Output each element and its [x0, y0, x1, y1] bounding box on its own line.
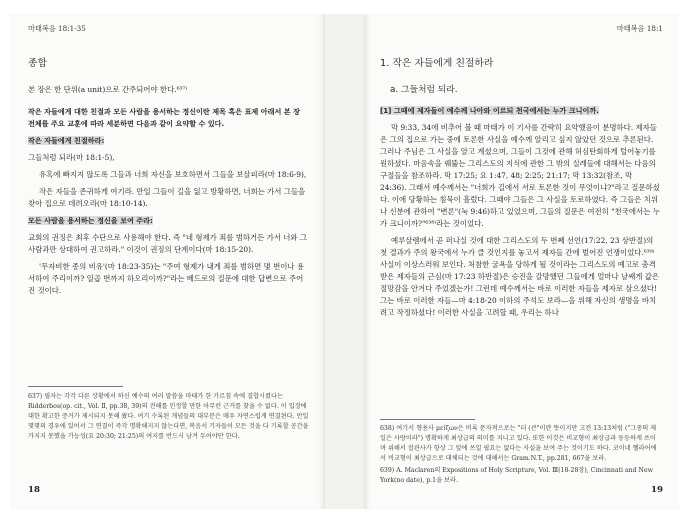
footnotes [28, 392, 309, 444]
right-page [364, 14, 679, 509]
subheading [28, 215, 309, 227]
left-body [28, 58, 309, 302]
list-item: 그들처럼 되라(마 18:1-5), [28, 153, 115, 162]
list-item: 교회의 권징은 최후 수단으로 사용해야 한다. 즉 "네 형제가 죄를 범하거든 가서 너와 그 사람과만 상대하여 권고하라." 이것이 권징의 단계이다(마 18:15-20). [28, 233, 308, 254]
book-gutter [325, 14, 364, 509]
highlight: 작은 자들에게 친절하라: [28, 136, 105, 145]
paragraph: 막 9:33, 34에 비추어 볼 때 마태가 이 기사를 간략히 요약했음이 분명하다. 제자들은 그의 집으로 가는 중에 토론한 사실을 예수께 알리고 싶지 않았던 것으로 추론된다. 그러나 주님은 그 사실을 알고 계셨으며, 그들이 그것에 관해 허심탄회하게 털어놓기를 원하셨다. 마음속을 꿰뚫는 그리스도의 지식에 관한 그 밖의 실례들에 대해서는 다음의 구절들을 참조하라. 막 17:25; 요 1:47, 48; 2:25; 21:17; 막 13:32(참조, 막 24:36). 그래서 예수께서는 "너희가 길에서 서로 토론한 것이 무엇이냐?"라고 질문하셨다. 이에 당황하는 침묵이 흘렀다. 그때야 그들은 그 사실을 토로하였다. 즉 그들은 치위나 신분에 관하여 "변론"(눅 9:46)하고 있었으며, 그들의 질문은 여전히 "천국에서는 누가 크니이까?"⁶³⁸⁾라는 것이었다. [380, 123, 660, 228]
verse-label [380, 105, 661, 117]
list-item: 유혹에 빠지지 않도록 그들과 너희 자신을 보호하면서 그들을 보살피라(마 18:6-9), [39, 170, 307, 179]
footnotes [380, 424, 661, 488]
section-heading: 종합 [28, 58, 47, 69]
right-body [380, 58, 661, 324]
footnote-rule [28, 386, 123, 387]
paragraph: 본 장은 한 단위(a unit)으로 간주되어야 한다.⁶³⁷⁾ [28, 85, 188, 94]
paragraph: 예루살렘에서 곧 퍼나실 것에 대한 그리스도의 두 번째 선언(17:22, 23 상반절)의 첫 결과가 주의 왕국에서 누가 클 것인지를 놓고서 제자들 간에 벌어진 언쟁이었다.⁶³⁹⁾ 사실이 이상스러워 보인다. 처참한 굴욕을 당하게 될 것이라는 그리스도의 예고로 충격받은 제자들의 근심(마 17:23 하반절)은 승진을 갈망했던 그들에게 얼마나 날쌔게 값은 절망감을 안겨다 주었겠는가! 그런데 예수께서는 바로 이러한 자들을 제자로 삼으셨다! 그는 바로 이러한 자들—마 4:18-20 이하의 주석도 보라—을 위해 자신의 생명을 바치려고 작정하셨다! 이러한 사실을 고려할 때, 우리는 하나 [380, 236, 660, 317]
paragraph: 작은 자들에게 대한 친절과 모든 사람을 용서하는 정신이란 제목 혹은 표제 아래서 본 장 전체를 주요 교훈에 따라 세분하면 다음과 같이 요약할 수 있다. [28, 107, 300, 128]
footnote-rule [380, 419, 475, 420]
page-number: 19 [651, 485, 663, 495]
footnote: 637) 필자는 각각 다른 상황에서 하신 예수의 여러 말씀을 마태가 한 가르침 속에 결합시켰다는 Ridderbos(op. cit., Vol. Ⅱ, pp.38, 39)의 견해를 인정할 만한 아무런 근거를 찾을 수 없다. 이 입장에 대한 확고한 증거가 제시되지 못해 왔다. 여기 수록된 개념들의 대부분은 매우 자연스럽게 연결된다. 만일 몇몇의 경우에 있어서 그 연결이 즉각 명확해지지 않는다면, 복음서 기자들이 모든 것을 다 기록할 공간을 가지지 못했을 가능성(요 20:30; 21:25)의 여지를 반드시 남겨 두어야만 한다. [28, 393, 309, 440]
section-heading: 1. 작은 자들에게 친절하라 [380, 58, 494, 69]
list-item: '무자비한 종의 비유'(마 18:23-35)는 "주여 형제가 내게 죄를 범하면 몇 번이나 용서하여 주리이까? 일곱 번까지 하오리이까?"라는 베드로의 질문에 대한 답변으로 주어진 것이다. [28, 262, 305, 295]
running-header: 마태복음 18:1-35 [28, 24, 86, 33]
highlight: [1] 그때에 제자들이 예수께 나아와 이르되 천국에서는 누가 크니이까. [380, 106, 599, 115]
running-header: 마태복음 18:1 [616, 24, 663, 33]
highlight: 모든 사람을 용서하는 정신을 보여 주라: [28, 216, 153, 225]
subsection-heading: a. 그들처럼 되라. [390, 85, 458, 95]
page-number: 18 [28, 485, 40, 495]
footnote: 638) 여기서 형용사 μείζων은 비록 문자적으로는 "더 (큰"이란 뜻이지만 고전 13:13처럼 ("그중의 제일은 사랑이라") 명확하게 최상급의 의미를 지니고 있다. 또한 이것은 비교형이 최상급과 동등하게 쓰이며 위해서 잡관사가 항상 그 앞에 쓰일 필요는 없다는 사실을 보여 주는 것이기도 하다. 코이네 헬라어에서 비교형이 최상급으로 대체되는 것에 대해서는 Gram.N.T., pp.281, 667을 보라. [380, 425, 657, 462]
list-item: 작은 자들을 존귀하게 여기라. 만일 그들이 길을 잃고 방황하면, 너희는 가서 그들을 찾아 집으로 데려오라(마 18:10-14). [28, 187, 306, 208]
subheading [28, 135, 309, 147]
left-page [10, 14, 325, 509]
footnote: 639) A. Maclaren의 Expositions of Holy Scripture, Vol. Ⅲ(18-28장), Cincinnati and New York(no date), p.1을 보라. [380, 467, 653, 484]
